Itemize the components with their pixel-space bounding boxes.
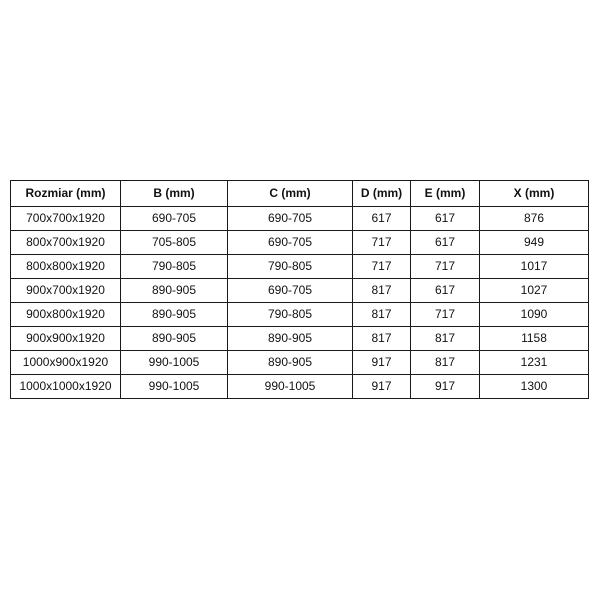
header-row xyxy=(11,181,589,207)
header-x: X (mm) xyxy=(480,181,589,207)
cell-x: 876 xyxy=(480,207,589,231)
cell-d: 617 xyxy=(353,207,411,231)
cell-b: 790-805 xyxy=(121,255,228,279)
cell-e: 717 xyxy=(411,255,480,279)
cell-c: 790-805 xyxy=(228,255,353,279)
cell-x: 1017 xyxy=(480,255,589,279)
header-b: B (mm) xyxy=(121,181,228,207)
table-row xyxy=(11,207,589,231)
cell-x: 1090 xyxy=(480,303,589,327)
cell-size: 800x700x1920 xyxy=(11,231,121,255)
cell-e: 617 xyxy=(411,231,480,255)
cell-c: 790-805 xyxy=(228,303,353,327)
cell-c: 890-905 xyxy=(228,351,353,375)
table-row xyxy=(11,231,589,255)
table-row xyxy=(11,279,589,303)
cell-d: 717 xyxy=(353,231,411,255)
cell-e: 617 xyxy=(411,207,480,231)
table-row xyxy=(11,327,589,351)
cell-b: 990-1005 xyxy=(121,375,228,399)
cell-size: 900x900x1920 xyxy=(11,327,121,351)
cell-d: 917 xyxy=(353,375,411,399)
cell-size: 800x800x1920 xyxy=(11,255,121,279)
cell-size: 700x700x1920 xyxy=(11,207,121,231)
cell-d: 917 xyxy=(353,351,411,375)
dimensions-table xyxy=(10,180,589,399)
header-d: D (mm) xyxy=(353,181,411,207)
cell-e: 717 xyxy=(411,303,480,327)
cell-b: 890-905 xyxy=(121,279,228,303)
cell-d: 817 xyxy=(353,327,411,351)
cell-d: 717 xyxy=(353,255,411,279)
cell-x: 949 xyxy=(480,231,589,255)
cell-e: 817 xyxy=(411,327,480,351)
table-body xyxy=(11,207,589,399)
cell-b: 690-705 xyxy=(121,207,228,231)
cell-b: 890-905 xyxy=(121,303,228,327)
cell-x: 1300 xyxy=(480,375,589,399)
cell-size: 1000x900x1920 xyxy=(11,351,121,375)
cell-size: 1000x1000x1920 xyxy=(11,375,121,399)
cell-e: 617 xyxy=(411,279,480,303)
cell-b: 705-805 xyxy=(121,231,228,255)
cell-d: 817 xyxy=(353,279,411,303)
cell-d: 817 xyxy=(353,303,411,327)
header-c: C (mm) xyxy=(228,181,353,207)
header-size: Rozmiar (mm) xyxy=(11,181,121,207)
table-row xyxy=(11,255,589,279)
cell-c: 890-905 xyxy=(228,327,353,351)
cell-c: 690-705 xyxy=(228,207,353,231)
cell-b: 990-1005 xyxy=(121,351,228,375)
cell-e: 817 xyxy=(411,351,480,375)
table-row xyxy=(11,351,589,375)
cell-e: 917 xyxy=(411,375,480,399)
cell-size: 900x700x1920 xyxy=(11,279,121,303)
cell-x: 1231 xyxy=(480,351,589,375)
cell-x: 1158 xyxy=(480,327,589,351)
dimensions-table-container xyxy=(10,180,588,399)
cell-c: 690-705 xyxy=(228,231,353,255)
cell-x: 1027 xyxy=(480,279,589,303)
cell-c: 690-705 xyxy=(228,279,353,303)
cell-b: 890-905 xyxy=(121,327,228,351)
table-header xyxy=(11,181,589,207)
table-row xyxy=(11,303,589,327)
cell-size: 900x800x1920 xyxy=(11,303,121,327)
cell-c: 990-1005 xyxy=(228,375,353,399)
header-e: E (mm) xyxy=(411,181,480,207)
table-row xyxy=(11,375,589,399)
